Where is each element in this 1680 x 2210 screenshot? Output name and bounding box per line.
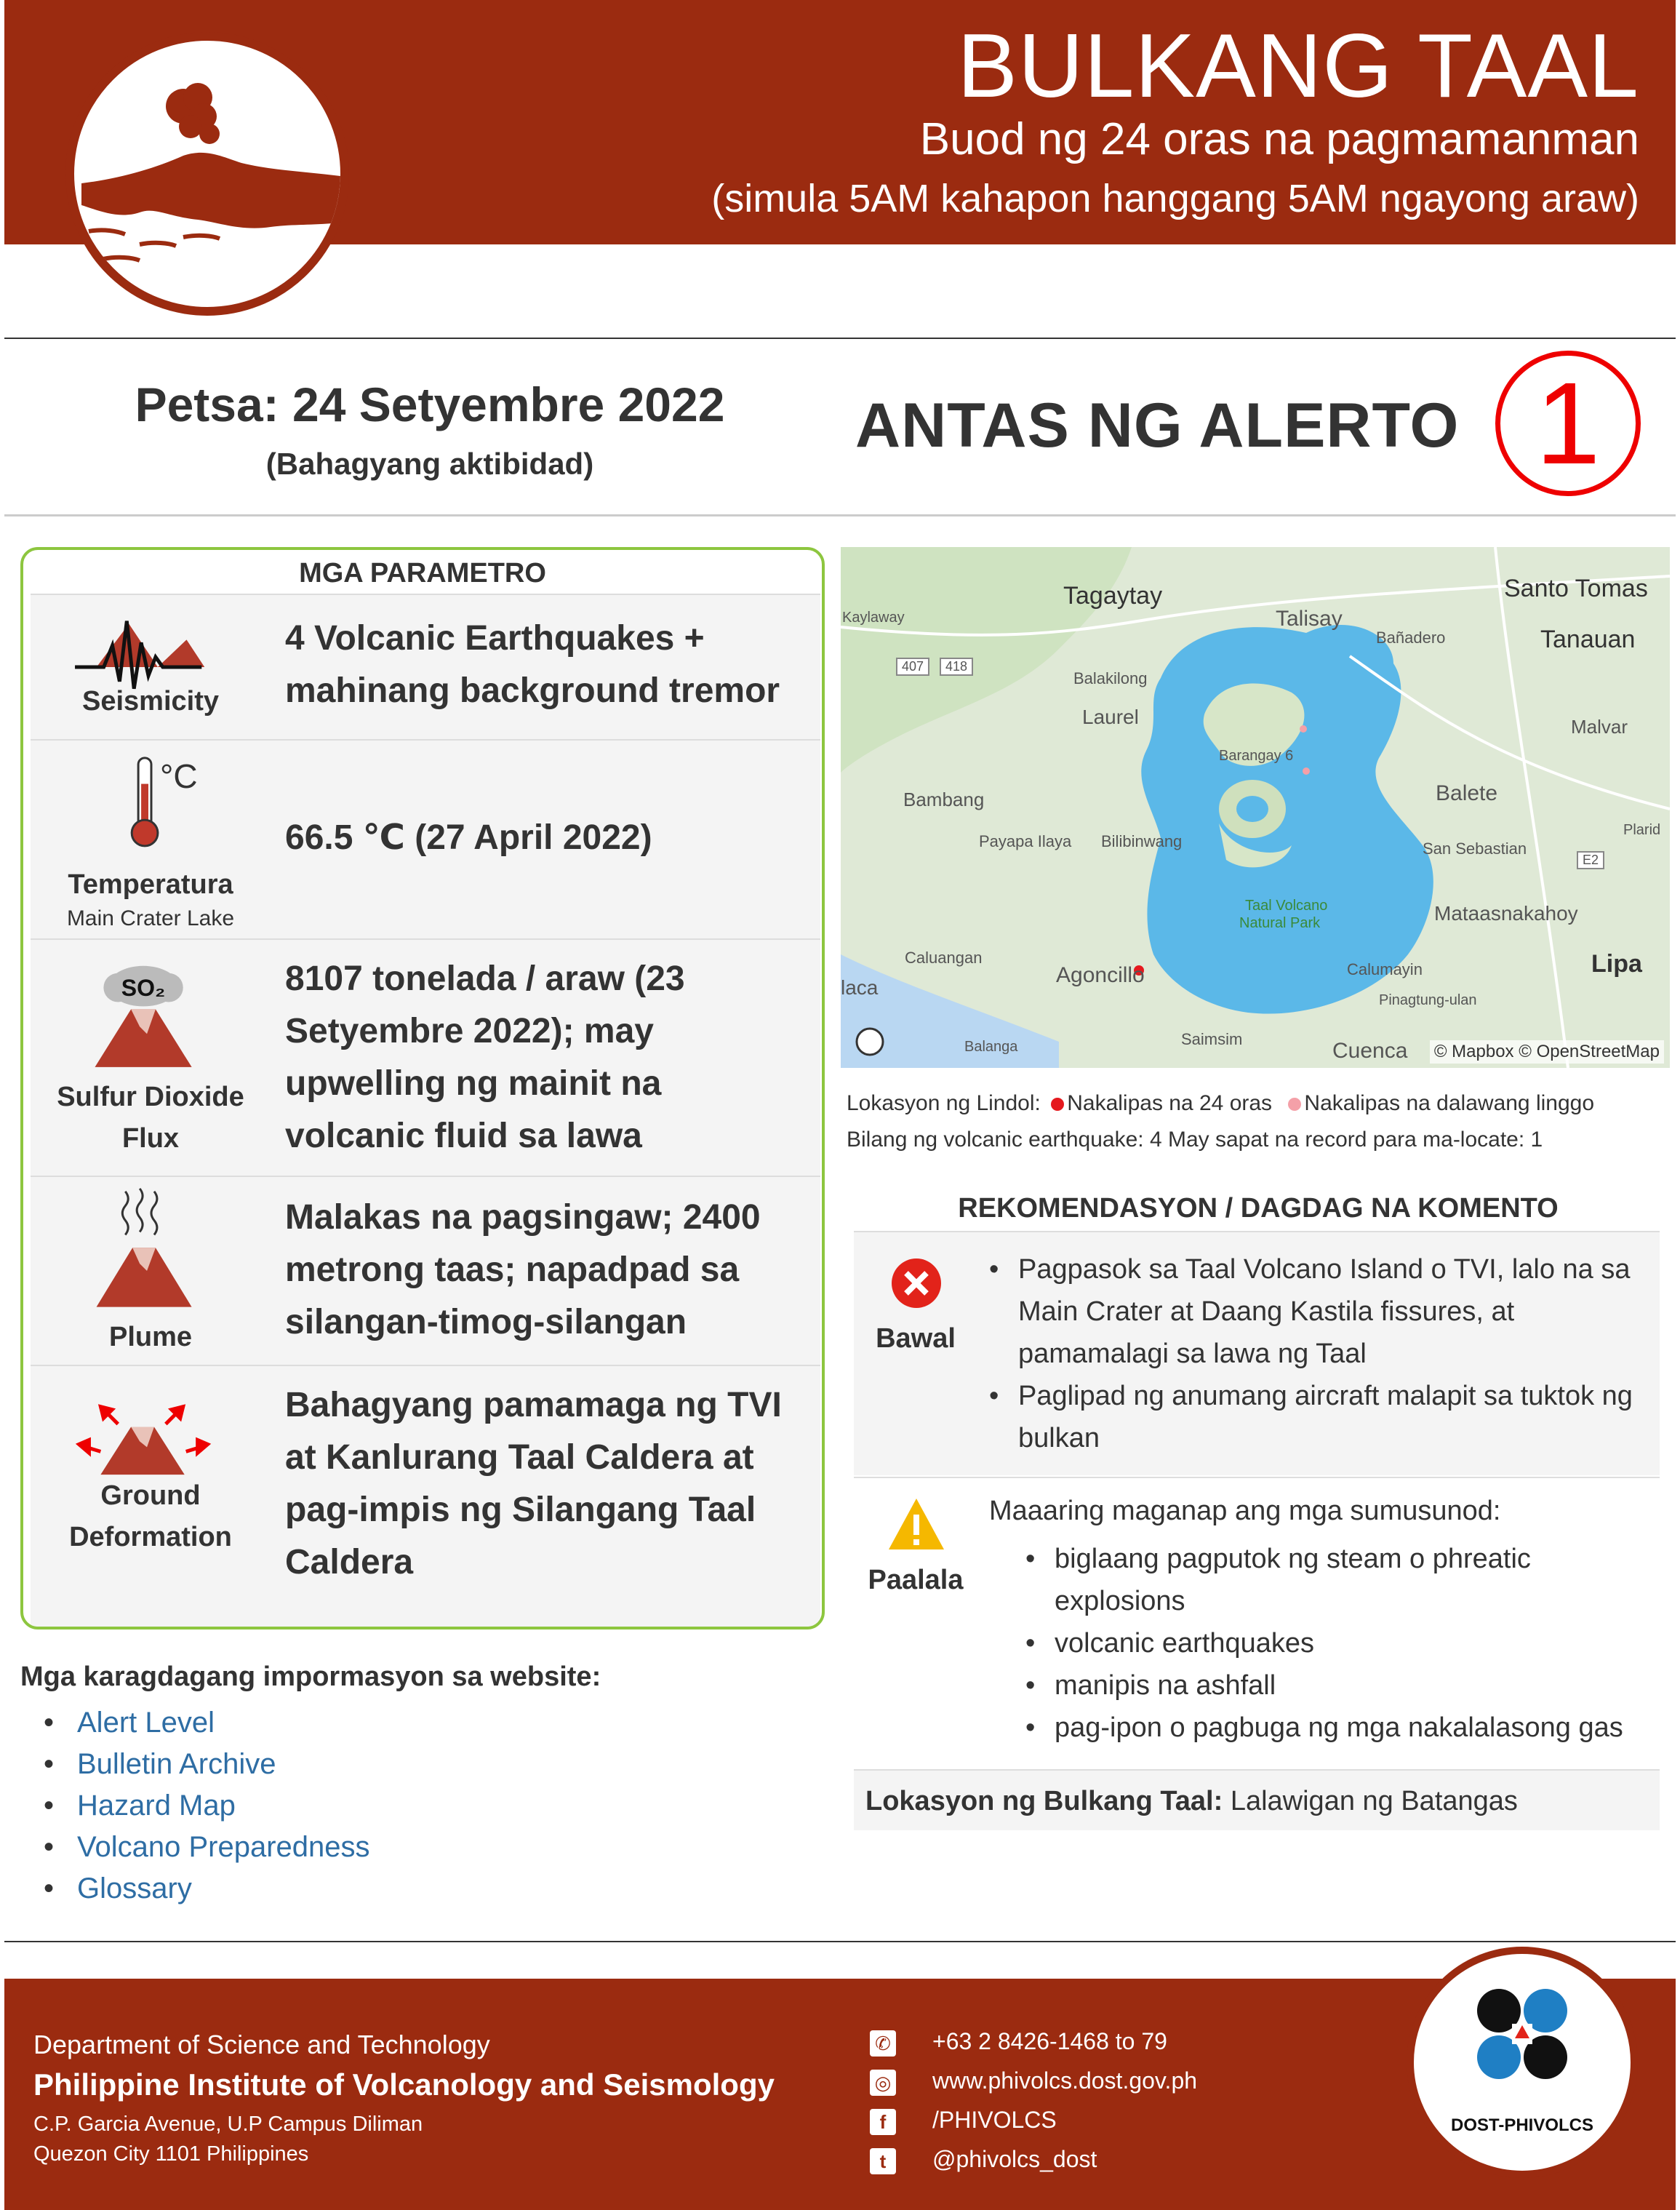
bawal-item: • Paglipad ng anumang aircraft malapit sa tuktok ng bulkan	[985, 1375, 1654, 1459]
footer-website[interactable]	[870, 2067, 1197, 2096]
phone-icon: ✆	[870, 2030, 896, 2057]
map-label: Laurel	[1082, 706, 1139, 728]
paalala-list	[1021, 1538, 1661, 1749]
parameters-title: MGA PARAMETRO	[299, 558, 546, 589]
earthquake-map[interactable]	[841, 547, 1670, 1068]
param-plume	[31, 1176, 820, 1365]
dost-phivolcs-logo	[1407, 1947, 1638, 2178]
links-list	[44, 1702, 370, 1910]
footer-institute: Philippine Institute of Volcanology and Seismology	[33, 2067, 775, 2102]
volcano-logo-icon	[74, 41, 340, 307]
footer-phone	[870, 2028, 1167, 2057]
map-label: Natural Park	[1239, 915, 1321, 931]
map-label: Caluangan	[905, 949, 983, 967]
globe-icon: ◎	[870, 2070, 896, 2096]
volcano-location	[854, 1769, 1660, 1830]
parameters-panel	[20, 547, 825, 1629]
map-label: Bañadero	[1376, 629, 1446, 647]
deformation-label: Ground Deformation	[69, 1480, 232, 1552]
map-label: Calumayin	[1347, 960, 1423, 978]
link-bulletin-archive[interactable]: • Bulletin Archive	[44, 1744, 370, 1785]
temperature-value: 66.5 ℃ (27 April 2022)	[285, 818, 652, 857]
map-label: Talisay	[1276, 607, 1343, 631]
param-seismicity	[31, 594, 820, 739]
footer-facebook[interactable]	[870, 2107, 1057, 2135]
map-label: Taal Volcano	[1245, 898, 1328, 914]
twitter-icon: t	[870, 2148, 896, 2174]
bawal-label: Bawal	[876, 1323, 956, 1354]
map-label: laca	[841, 976, 879, 999]
so2-label: Sulfur Dioxide Flux	[57, 1082, 244, 1154]
paalala-label: Paalala	[868, 1565, 964, 1595]
location-value: Lalawigan ng Batangas	[1230, 1786, 1518, 1816]
map-label: Plarid	[1623, 822, 1661, 838]
map-label: San Sebastian	[1423, 839, 1527, 858]
map-label: Tagaytay	[1063, 582, 1163, 610]
website-text[interactable]: www.phivolcs.dost.gov.ph	[932, 2067, 1198, 2094]
volcano-logo	[65, 32, 349, 316]
map-label: 407	[896, 658, 929, 676]
map-label: Barangay 6	[1219, 748, 1294, 764]
dost-logo-icon	[1414, 1954, 1631, 2114]
map-label: E2	[1577, 851, 1604, 869]
prohibited-icon	[854, 1247, 977, 1320]
map-label: Mataasnakahoy	[1434, 902, 1578, 925]
facebook-text[interactable]: /PHIVOLCS	[932, 2107, 1057, 2133]
legend-older: Nakalipas na dalawang linggo	[1304, 1091, 1595, 1115]
legend-recent: Nakalipas na 24 oras	[1067, 1091, 1273, 1115]
temperature-unit: °C	[160, 757, 198, 795]
phone-text: +63 2 8426-1468 to 79	[932, 2028, 1167, 2054]
plume-label: Plume	[108, 1322, 193, 1352]
seismicity-value: 4 Volcanic Earthquakes + mahinang background tremor	[285, 619, 780, 710]
footer-twitter[interactable]	[870, 2146, 1097, 2174]
paalala-intro: Maaaring maganap ang mga sumusunod:	[989, 1496, 1501, 1526]
map-attribution[interactable]: © Mapbox © OpenStreetMap	[1430, 1040, 1664, 1064]
map-label: Kaylaway	[842, 610, 905, 626]
page-title: BULKANG TAAL	[957, 16, 1639, 116]
map-label: Cuenca	[1332, 1039, 1408, 1063]
map-label: Agoncillo	[1056, 963, 1145, 987]
plume-value: Malakas na pagsingaw; 2400 metrong taas; napadpad sa silangan-timog-silangan	[285, 1198, 761, 1341]
date-alert-row	[4, 339, 1676, 516]
link-glossary[interactable]: • Glossary	[44, 1868, 370, 1910]
map-label: Tanauan	[1540, 626, 1636, 653]
location-label: Lokasyon ng Bulkang Taal:	[865, 1786, 1223, 1816]
footer-address-2: Quezon City 1101 Philippines	[33, 2142, 309, 2166]
temperature-sublabel: Main Crater Lake	[66, 906, 235, 930]
warning-icon	[854, 1488, 977, 1561]
map-label: Malvar	[1571, 716, 1628, 738]
facebook-icon: f	[870, 2109, 896, 2135]
paalala-side	[854, 1478, 977, 1596]
alert-level-badge: 1	[1495, 351, 1641, 496]
alert-level-label: ANTAS NG ALERTO	[855, 391, 1460, 460]
footer-department: Department of Science and Technology	[33, 2030, 490, 2059]
map-legend	[847, 1091, 1594, 1116]
paalala-box	[854, 1477, 1660, 1768]
paalala-item: • pag-ipon o pagbuga ng mga nakalalasong gas	[1021, 1707, 1661, 1749]
map-label: Balakilong	[1073, 669, 1148, 687]
deformation-value: Bahagyang pamamaga ng TVI at Kanlurang Taal Caldera at pag-impis ng Silangang Taal Caldera	[285, 1386, 782, 1581]
so2-value: 8107 tonelada / araw (23 Setyembre 2022); may upwelling ng mainit na volcanic fluid sa lawa	[285, 960, 685, 1155]
recommendations-title: REKOMENDASYON / DAGDAG NA KOMENTO	[958, 1193, 1559, 1224]
footer-address-1: C.P. Garcia Avenue, U.P Campus Diliman	[33, 2113, 423, 2136]
map-label: Bilibinwang	[1101, 832, 1183, 850]
twitter-text[interactable]: @phivolcs_dost	[932, 2146, 1097, 2172]
temperature-label: Temperatura	[68, 869, 233, 900]
link-hazard-map[interactable]: • Hazard Map	[44, 1785, 370, 1827]
map-label: 418	[940, 658, 973, 676]
map-label: Saimsim	[1181, 1030, 1243, 1048]
dost-logo-label: DOST-PHIVOLCS	[1450, 2115, 1594, 2135]
map-label: Santo Tomas	[1504, 575, 1648, 602]
map-label: Lipa	[1591, 950, 1642, 978]
bawal-side	[854, 1232, 977, 1355]
recent-dot-icon	[1051, 1098, 1064, 1111]
seismicity-label: Seismicity	[82, 686, 219, 717]
older-dot-icon	[1288, 1098, 1301, 1111]
param-so2	[31, 938, 820, 1176]
map-label: Balete	[1436, 781, 1498, 805]
map-label: Balanga	[964, 1039, 1018, 1055]
bawal-item: • Pagpasok sa Taal Volcano Island o TVI, lalo na sa Main Crater at Daang Kastila fissures, at pamamalagi sa lawa ng Taal	[985, 1248, 1654, 1375]
monitoring-period: (simula 5AM kahapon hanggang 5AM ngayong araw)	[711, 177, 1639, 220]
footer-divider	[4, 1941, 1676, 1942]
paalala-item: • volcanic earthquakes	[1021, 1622, 1661, 1664]
map-label: Pinagtung-ulan	[1379, 992, 1477, 1008]
bulletin-date: Petsa: 24 Setyembre 2022	[135, 378, 725, 431]
page-subtitle: Buod ng 24 oras na pagmamanman	[919, 114, 1639, 164]
map-label: Payapa Ilaya	[979, 832, 1072, 850]
param-temperature	[31, 739, 820, 938]
bawal-box	[854, 1231, 1660, 1475]
so2-badge: SO₂	[121, 975, 166, 1001]
param-deformation	[31, 1365, 820, 1629]
bawal-list	[985, 1248, 1654, 1459]
link-alert-level[interactable]: • Alert Level	[44, 1702, 370, 1744]
links-title: Mga karagdagang impormasyon sa website:	[20, 1662, 601, 1692]
legend-prefix: Lokasyon ng Lindol:	[847, 1091, 1041, 1115]
map-label: Bambang	[903, 789, 985, 810]
activity-status: (Bahagyang aktibidad)	[265, 447, 594, 481]
paalala-item: • manipis na ashfall	[1021, 1664, 1661, 1707]
earthquake-count: Bilang ng volcanic earthquake: 4 May sapat na record para ma-locate: 1	[847, 1128, 1543, 1152]
link-volcano-preparedness[interactable]: • Volcano Preparedness	[44, 1827, 370, 1868]
paalala-item: • biglaang pagputok ng steam o phreatic explosions	[1021, 1538, 1661, 1622]
